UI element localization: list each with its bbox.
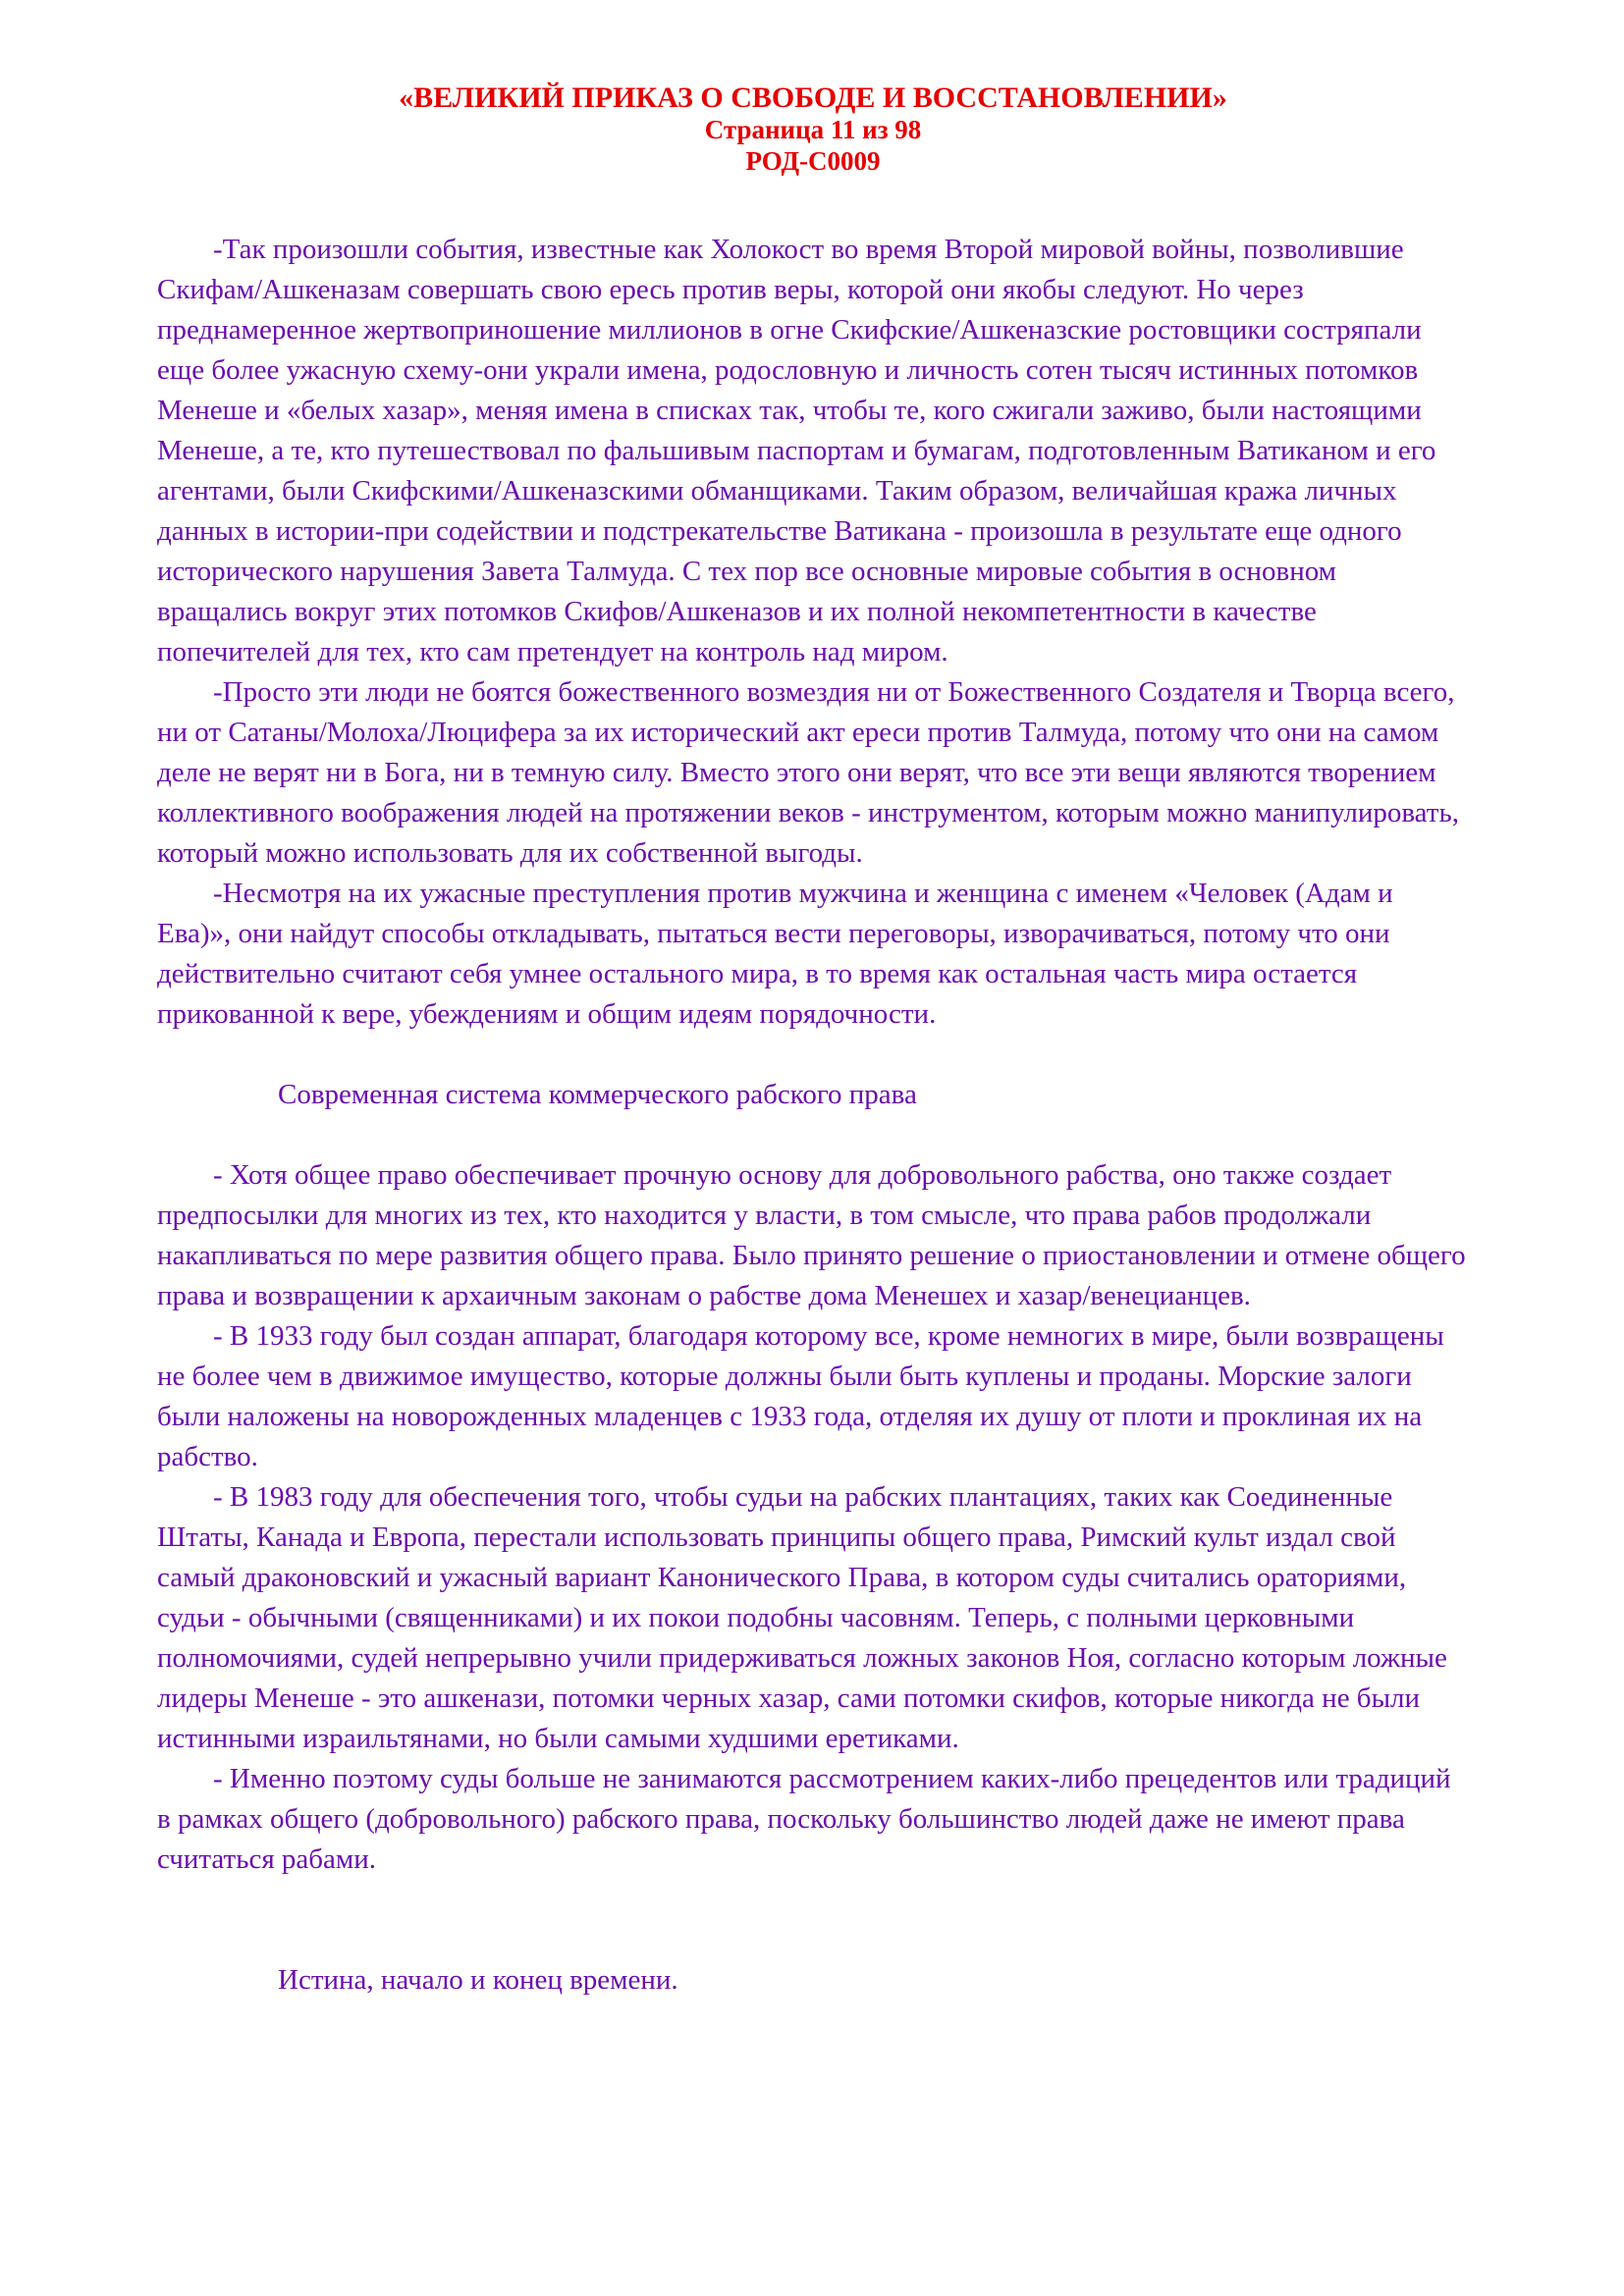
paragraph-crimes: -Несмотря на их ужасные преступления против мужчина и женщина с именем «Человек (Адам и Ева)», они найдут способы откладывать, пытаться вести переговоры, изворачиваться, потому что они действительно считают себя умнее остального мира, в то время как остальная часть мира остается прикованной к вере, убеждениям и общим идеям порядочности.: [157, 878, 1393, 1030]
paragraph-courts: - Именно поэтому суды больше не занимаются рассмотрением каких-либо прецедентов или традиций в рамках общего (добровольного) рабского права, поскольку большинство людей даже не имеют права считаться рабами.: [157, 1763, 1451, 1875]
page-number: Страница 11 из 98: [704, 115, 922, 144]
section-heading: Современная система коммерческого рабского права: [278, 1079, 917, 1110]
document-header: [157, 82, 1469, 177]
document-body: [157, 230, 1469, 2001]
paragraph-holocaust: -Так произошли события, известные как Холокост во время Второй мировой войны, позволившие Скифам/Ашкеназам совершать свою ересь против веры, которой они якобы следуют. Но через преднамеренное жертвоприношение миллионов в огне Скифские/Ашкеназские ростовщики состряпали еще более ужасную схему-они украли имена, родословную и личность сотен тысяч истинных потомков Менеше и «белых хазар», меняя имена в списках так, чтобы те, кого сжигали заживо, были настоящими Менеше, а те, кто путешествовал по фальшивым паспортам и бумагам, подготовленным Ватиканом и его агентами, были Скифскими/Ашкеназскими обманщиками. Таким образом, величайшая кража личных данных в истории-при содействии и подстрекательстве Ватикана - произошла в результате еще одного исторического нарушения Завета Талмуда. С тех пор все основные мировые события в основном вращались вокруг этих потомков Скифов/Ашкеназов и их полной некомпетентности в качестве попечителей для тех, кто сам претендует на контроль над миром.: [157, 234, 1436, 667]
document-title: «ВЕЛИКИЙ ПРИКАЗ О СВОБОДЕ И ВОССТАНОВЛЕНИИ»: [399, 81, 1227, 114]
document-code: РОД-С0009: [745, 146, 881, 176]
paragraph-1933: - В 1933 году был создан аппарат, благодаря которому все, кроме немногих в мире, были возвращены не более чем в движимое имущество, которые должны были быть куплены и проданы. Морские залоги были наложены на новорожденных младенцев с 1933 года, отделяя их душу от плоти и проклиная их на рабство.: [157, 1320, 1444, 1472]
paragraph-retribution: -Просто эти люди не боятся божественного возмездия ни от Божественного Создателя и Творца всего, ни от Сатаны/Молоха/Люцифера за их исторический акт ереси против Талмуда, потому что они на самом деле не верят ни в Бога, ни в темную силу. Вместо этого они верят, что все эти вещи являются творением коллективного воображения людей на протяжении веков - инструментом, которым можно манипулировать, который можно использовать для их собственной выгоды.: [157, 676, 1459, 869]
paragraph-common-law: - Хотя общее право обеспечивает прочную основу для добровольного рабства, оно также создает предпосылки для многих из тех, кто находится у власти, в том смысле, что права рабов продолжали накапливаться по мере развития общего права. Было принято решение о приостановлении и отмене общего права и возвращении к архаичным законам о рабстве дома Менешех и хазар/венецианцев.: [157, 1159, 1466, 1311]
paragraph-1983: - В 1983 году для обеспечения того, чтобы судьи на рабских плантациях, таких как Соединенные Штаты, Канада и Европа, перестали использовать принципы общего права, Римский культ издал свой самый драконовский и ужасный вариант Канонического Права, в котором суды считались ораториями, судьи - обычными (священниками) и их покои подобны часовням. Теперь, с полными церковными полномочиями, судей непрерывно учили придерживаться ложных законов Ноя, согласно которым ложные лидеры Менеше - это ашкенази, потомки черных хазар, сами потомки скифов, которые никогда не были истинными израильтянами, но были самыми худшими еретиками.: [157, 1481, 1447, 1754]
closing-line: Истина, начало и конец времени.: [278, 1964, 678, 1996]
